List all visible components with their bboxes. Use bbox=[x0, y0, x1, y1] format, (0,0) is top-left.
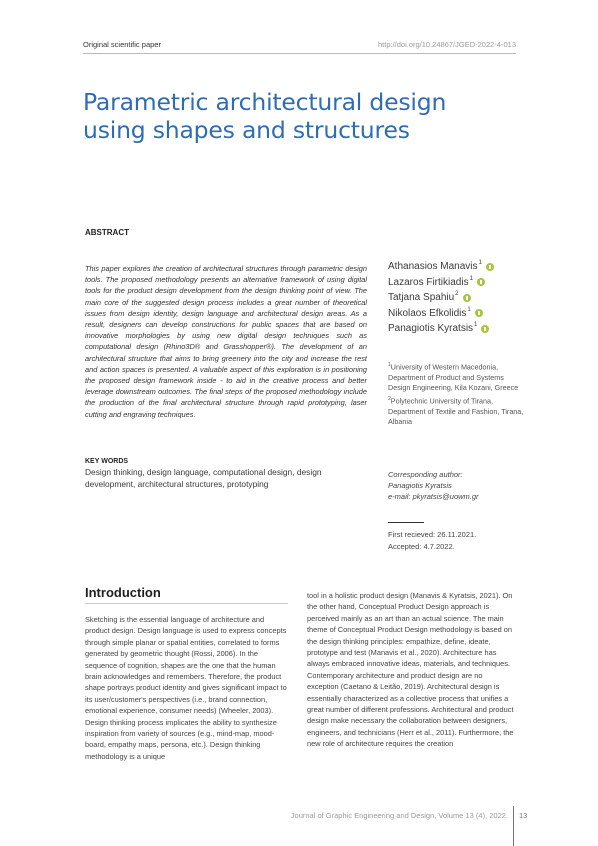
abstract-heading: ABSTRACT bbox=[85, 228, 129, 237]
introduction-column-right: tool in a holistic product design (Manavis & Kyratsis, 2021). On the other hand, Conceptual Product Design approach is perceived mainly as an art than an actual science. The main theme of Conceptual Product Design methodology is based on the design thinking principles: empathize, define, ideate, prototype and test (Manavis et al., 2020). Architecture has always embraced innovative ideas, materials, and techniques. Contemporary architecture and product design are no exception (Caetano & Leitão, 2019). Architectural design is essentially characterized as a collective process that unifies a great number of different professions. Architectural and product design make necessary the collaboration between designers, engineers, and technicians (Herr et al., 2011). Furthermore, the new role of architecture requires the creation bbox=[307, 591, 514, 749]
received-date: First recieved: 26.11.2021. bbox=[388, 530, 477, 539]
header-divider bbox=[83, 53, 516, 54]
orcid-icon[interactable] bbox=[477, 278, 485, 286]
abstract-body bbox=[85, 263, 367, 420]
orcid-icon[interactable] bbox=[486, 263, 494, 271]
introduction-column-left: Sketching is the essential language of architecture and product design. Design language is used to express concepts through simple planar or spatial entities, correlated to forms generated by geometric thought (Rossi, 2006). In the sequence of cognition, shapes are the one that the human brain acknowledges and remembers. Therefore, the product shape portrays product identity and gives significant impact to its user/customer's perspectives (i.e., brand connection, emotional experience, consumer needs) (Wheeler, 2003). Design thinking process implicates the ability to synthesize inspiration from variety of sources (e.g., mind-map, mood-board, empathy maps, persona, etc.). Design thinking methodology is a unique bbox=[85, 615, 287, 761]
affiliation-number: 2 bbox=[388, 395, 391, 402]
author-item bbox=[388, 275, 494, 291]
affiliations bbox=[388, 360, 528, 428]
affiliation-text: University of Western Macedonia, Department of Product and Systems Design Engineering, Kila Kozani, Greece bbox=[388, 362, 519, 393]
corresponding-label: Corresponding author: bbox=[388, 470, 463, 479]
author-affil-number: 1 bbox=[467, 306, 471, 313]
journal-citation: Journal of Graphic Engineering and Design, Volume 13 (4), 2022. bbox=[290, 811, 508, 820]
author-item bbox=[388, 306, 494, 322]
affiliation-text: Polytechnic University of Tirana, Department of Textile and Fashion, Tirana, Albania bbox=[388, 396, 524, 427]
abstract-text: This paper explores the creation of architectural structures through parametric design tools. The proposed methodology presents an alternative framework of using digital tools for the product design development from the design thinking point of view. The main core of the suggested design process includes a great number of theoretical issues from design identity, design language and architectural design areas. As a result, designers can develop constructions for public spaces that are based on innovative morphologies by using new digital design techniques such as computational design (Rhino3D® and Grasshopper®). The development of an architectural structure that aims to bring greenery into the city and increase the rest and action spaces is presented. A valuable aspect of this exploration is in positioning the proposed design framework inside - to aid in the creative process and better leverage downstream outcomes. The final steps of the proposed methodology include the production of the final architectural structure through rapid prototyping, laser cutting and engraving techniques. bbox=[85, 264, 367, 419]
accepted-date: Accepted: 4.7.2022. bbox=[388, 541, 455, 551]
keywords-text: Design thinking, design language, computational design, design development, architectural structures, prototyping bbox=[85, 467, 322, 489]
corresponding-name: Panagiotis Kyratsis bbox=[388, 481, 452, 490]
paper-title: Parametric architectural design using shapes and structures bbox=[83, 88, 447, 144]
doi-link[interactable]: http://doi.org/10.24867/JGED-2022-4-013 bbox=[377, 40, 516, 49]
affiliation-number: 1 bbox=[388, 362, 391, 368]
author-affil-number: 2 bbox=[455, 291, 459, 297]
affiliation-item bbox=[388, 394, 528, 428]
author-name: Panagiotis Kyratsis bbox=[388, 323, 474, 334]
orcid-icon[interactable] bbox=[475, 309, 483, 317]
author-name: Nikolaos Efkolidis bbox=[388, 307, 467, 319]
introduction-heading: Introduction bbox=[85, 585, 161, 600]
author-affil-number: 1 bbox=[478, 260, 482, 266]
paper-type-label: Original scientific paper bbox=[83, 40, 161, 49]
author-affil-number: 1 bbox=[474, 322, 478, 328]
dates-divider bbox=[388, 522, 424, 523]
author-item bbox=[388, 290, 494, 306]
corresponding-author bbox=[388, 469, 479, 502]
author-list bbox=[388, 259, 494, 337]
orcid-icon[interactable] bbox=[463, 294, 471, 302]
author-name: Lazaros Firtikiadis bbox=[388, 276, 469, 288]
footer-divider bbox=[513, 806, 514, 846]
author-name: Athanasios Manavis bbox=[388, 261, 478, 272]
affiliation-item bbox=[388, 360, 528, 394]
page-number: 13 bbox=[519, 811, 528, 820]
author-item bbox=[388, 259, 494, 275]
author-affil-number: 1 bbox=[469, 275, 473, 282]
submission-dates bbox=[388, 529, 476, 552]
author-item bbox=[388, 321, 494, 337]
author-name: Tatjana Spahiu bbox=[388, 292, 455, 303]
keywords-heading: KEY WORDS bbox=[85, 458, 129, 465]
orcid-icon[interactable] bbox=[481, 325, 489, 333]
introduction-divider bbox=[85, 603, 288, 604]
corresponding-email[interactable]: e-mail: pkyratsis@uowm.gr bbox=[388, 492, 479, 501]
